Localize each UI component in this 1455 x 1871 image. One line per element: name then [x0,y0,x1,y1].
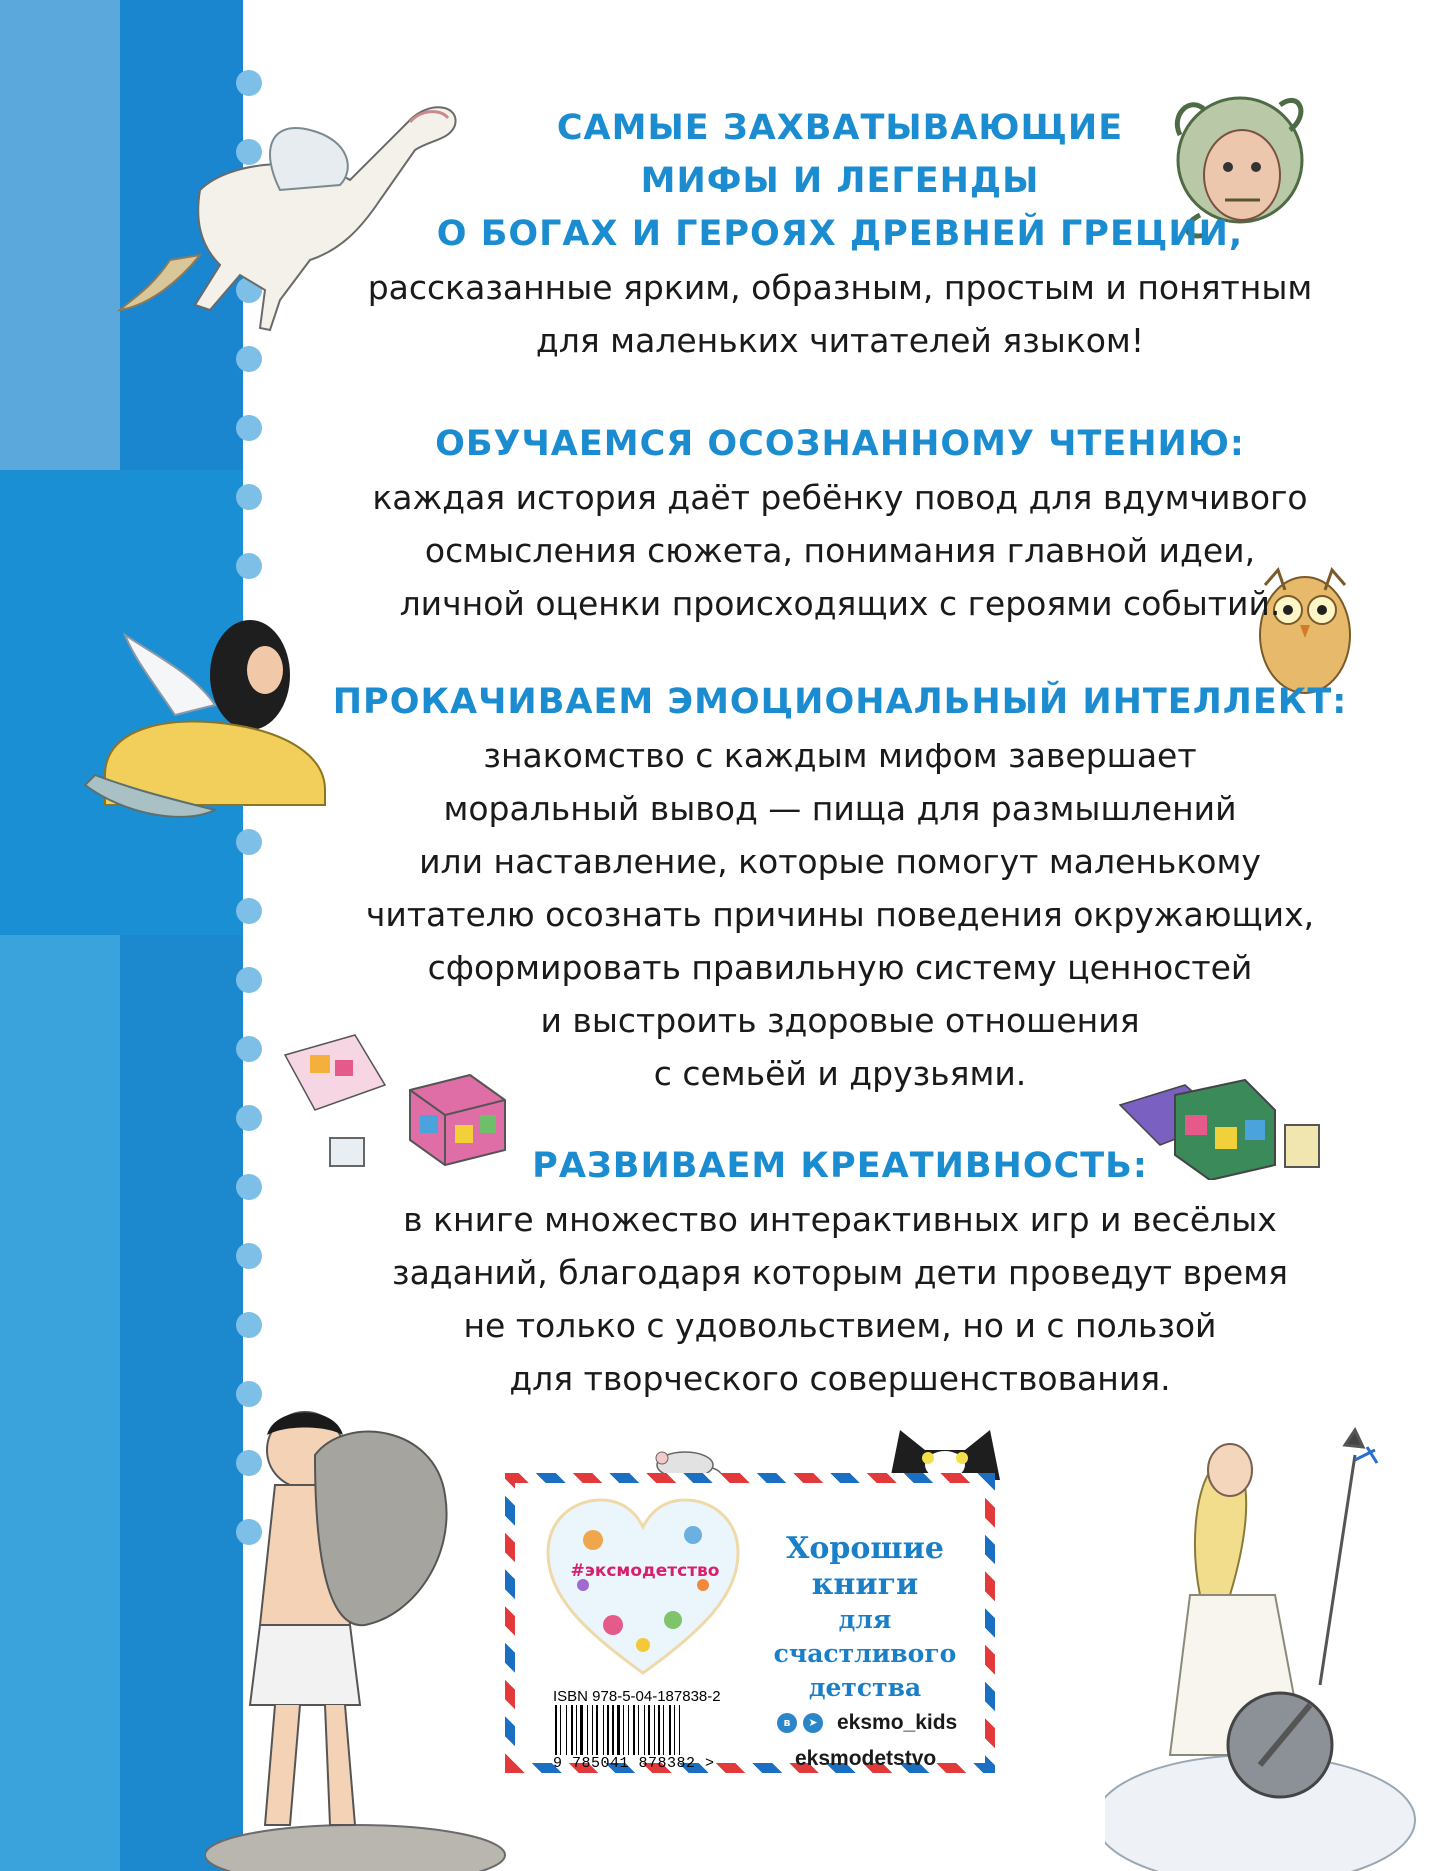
section-body-line: для творческого совершенствования. [509,1359,1171,1398]
binding-hole [236,1036,262,1062]
barcode-bar [623,1705,624,1755]
emotional-intelligence-section [270,676,1410,1100]
intro-section [270,102,1410,367]
section-body-line: в книге множество интерактивных игр и весёлых [403,1200,1277,1239]
slogan-line-3: для счастливого [773,1605,957,1668]
barcode-bar [571,1705,573,1755]
binding-hole [236,484,262,510]
binding-hole [236,1105,262,1131]
barcode-bar [644,1705,645,1755]
barcode [553,1705,738,1755]
barcode-bar [603,1705,604,1755]
section-body-line: или наставление, которые помогут маленькому [419,842,1261,881]
barcode-bar [674,1705,675,1755]
barcode-bar [669,1705,671,1755]
section-body-line: каждая история даёт ребёнку повод для вдумчивого [372,478,1308,517]
section-heading-line: РАЗВИВАЕМ КРЕАТИВНОСТЬ: [532,1146,1148,1186]
binding-hole [236,829,262,855]
barcode-bar [654,1705,655,1755]
section-heading-line: ПРОКАЧИВАЕМ ЭМОЦИОНАЛЬНЫЙ ИНТЕЛЛЕКТ: [332,682,1348,722]
vk-icon[interactable]: в [777,1713,797,1733]
isbn-text: ISBN 978-5-04-187838-2 [553,1688,721,1705]
binding-hole [236,898,262,924]
binding-hole [236,1243,262,1269]
barcode-bar [555,1705,557,1755]
slogan [755,1531,975,1705]
social-row [777,1711,957,1735]
telegram-icon[interactable]: ➤ [803,1713,823,1733]
section-body-line: моральный вывод — пища для размышлений [443,789,1237,828]
barcode-bar [633,1705,635,1755]
barcode-bar [560,1705,561,1755]
creativity-section [270,1140,1410,1405]
barcode-bar [638,1705,639,1755]
slogan-line-2: книги [811,1567,919,1602]
barcode-bar [648,1705,650,1755]
barcode-bar [679,1705,680,1755]
section-body-line: с семьёй и друзьями. [653,1054,1027,1093]
section-heading-line: САМЫЕ ЗАХВАТЫВАЮЩИЕ [556,108,1124,148]
heart-badge [543,1495,743,1680]
barcode-digits: 9 785041 878382 > [553,1755,715,1772]
section-body-line: не только с удовольствием, но и с пользой [463,1306,1217,1345]
barcode-bar [607,1705,609,1755]
binding-hole [236,1312,262,1338]
section-body-line: осмысления сюжета, понимания главной идеи, [424,531,1256,570]
barcode-bar [617,1705,620,1755]
athena-illustration [1105,1425,1455,1871]
section-heading-line: МИФЫ И ЛЕГЕНДЫ [640,161,1040,201]
section-heading-line: ОБУЧАЕМСЯ ОСОЗНАННОМУ ЧТЕНИЮ: [435,424,1245,464]
barcode-bar [580,1705,583,1755]
barcode-bar [612,1705,614,1755]
social-handle[interactable]: eksmo_kids [837,1711,958,1734]
binding-hole [236,346,262,372]
barcode-bar [576,1705,577,1755]
binding-hole [236,553,262,579]
section-heading-line: О БОГАХ И ГЕРОЯХ ДРЕВНЕЙ ГРЕЦИИ, [436,214,1244,254]
binding-hole [236,1174,262,1200]
section-body-line: личной оценки происходящих с героями событий. [399,584,1281,623]
hashtag-text: #эксмодетство [570,1561,720,1581]
section-body-line: заданий, благодаря которым дети проведут время [392,1253,1288,1292]
slogan-line-1: Хорошие [786,1531,944,1566]
binding-hole [236,415,262,441]
section-body-line: знакомство с каждым мифом завершает [483,736,1197,775]
barcode-bar [658,1705,660,1755]
site-handle[interactable]: eksmodetstvo [795,1747,937,1770]
section-body-line: и выстроить здоровые отношения [540,1001,1140,1040]
barcode-bar [566,1705,567,1755]
reading-section [270,418,1410,630]
heracles-illustration [205,1385,515,1871]
section-body-line: сформировать правильную систему ценностей [427,948,1253,987]
section-body-line: рассказанные ярким, образным, простым и понятным [367,268,1313,307]
section-body-line: для маленьких читателей языком! [535,321,1145,360]
barcode-bar [628,1705,629,1755]
barcode-bar [663,1705,664,1755]
binding-hole [236,967,262,993]
barcode-bar [592,1705,593,1755]
barcode-bar [587,1705,588,1755]
slogan-line-4: детства [808,1673,922,1702]
publisher-label-inner [515,1483,985,1772]
publisher-label [505,1473,995,1773]
section-body-line: читателю осознать причины поведения окружающих, [365,895,1315,934]
cat-illustration [880,1420,1015,1480]
barcode-bar [596,1705,598,1755]
